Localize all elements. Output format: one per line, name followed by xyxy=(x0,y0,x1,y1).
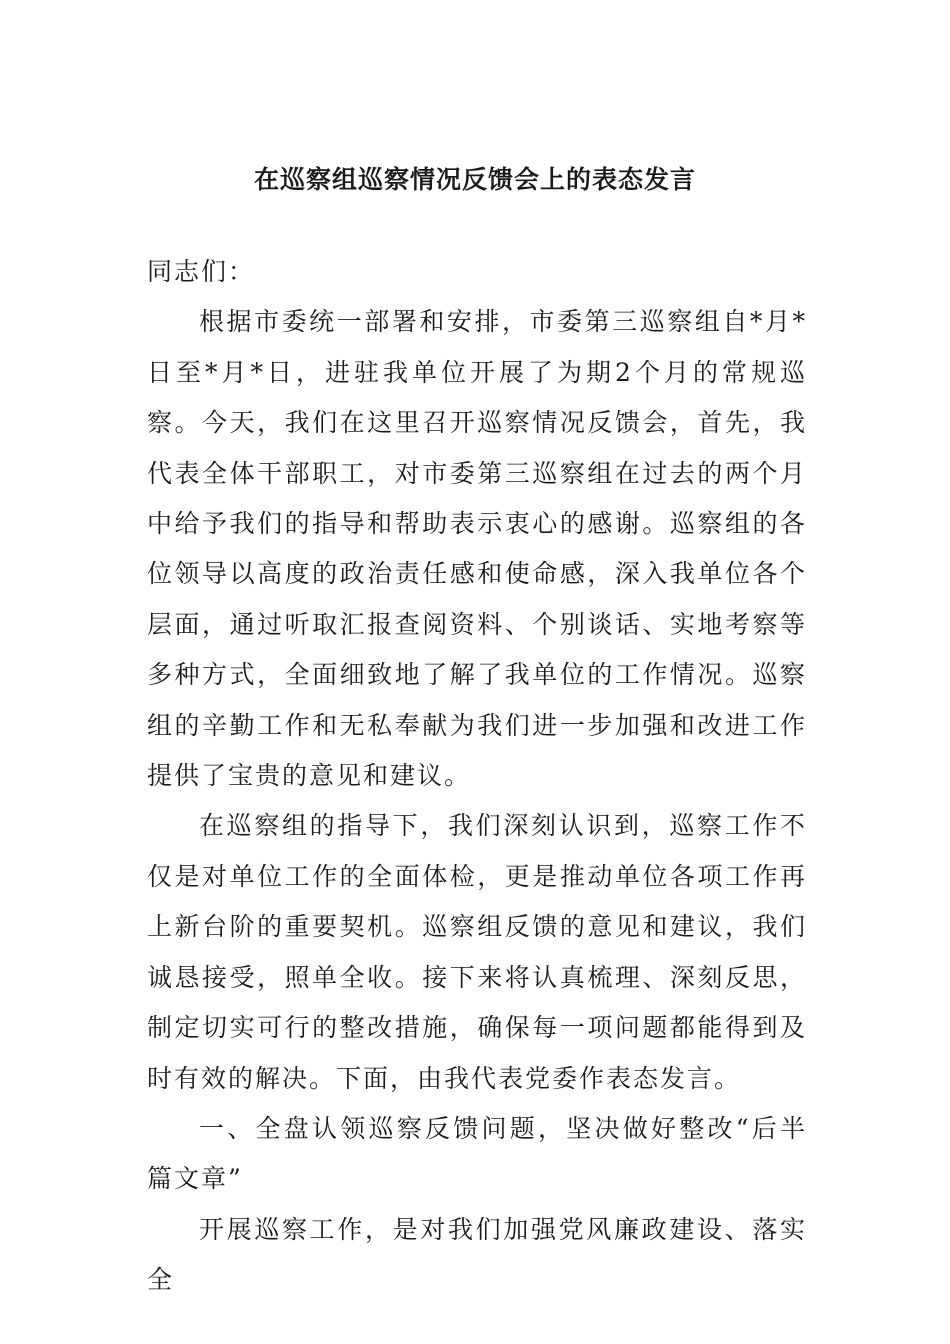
paragraph-intro: 根据市委统一部署和安排，市委第三巡察组自*月*日至*月*日，进驻我单位开展了为期2个月的常规巡察。今天，我们在这里召开巡察情况反馈会，首先，我代表全体干部职工，对市委第三巡察组在过去的两个月中给予我们的指导和帮助表示衷心的感谢。巡察组的各位领导以高度的政治责任感和使命感，深入我单位各个层面，通过听取汇报查阅资料、个别谈话、实地考察等多种方式，全面细致地了解了我单位的工作情况。巡察组的辛勤工作和无私奉献为我们进一步加强和改进工作提供了宝贵的意见和建议。 xyxy=(147,307,807,791)
paragraph-acceptance: 在巡察组的指导下，我们深刻认识到，巡察工作不仅是对单位工作的全面体检，更是推动单位各项工作再上新台阶的重要契机。巡察组反馈的意见和建议，我们诚恳接受，照单全收。接下来将认真梳理、深刻反思，制定切实可行的整改措施，确保每一项问题都能得到及时有效的解决。下面，由我代表党委作表态发言。 xyxy=(147,811,807,1093)
document-body xyxy=(147,247,807,1306)
section-heading-1: 一、全盘认领巡察反馈问题，坚决做好整改“后半篇文章” xyxy=(147,1113,807,1194)
paragraph-section-1: 开展巡察工作，是对我们加强党风廉政建设、落实全 xyxy=(147,1214,807,1295)
salutation: 同志们： xyxy=(147,257,256,286)
document-title: 在巡察组巡察情况反馈会上的表态发言 xyxy=(253,165,696,194)
